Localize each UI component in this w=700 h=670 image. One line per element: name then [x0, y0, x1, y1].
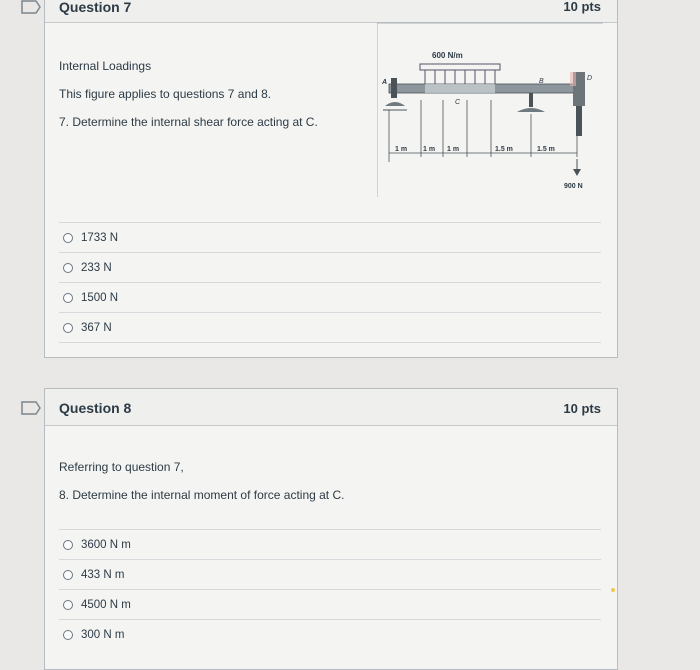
question-8-points: 10 pts [563, 401, 601, 416]
answer-label: 300 N m [81, 628, 125, 641]
force-label: 900 N [564, 183, 583, 190]
radio-button[interactable] [63, 233, 73, 243]
radio-button[interactable] [63, 630, 73, 640]
answer-label: 233 N [81, 261, 112, 274]
answer-option[interactable] [59, 282, 601, 312]
dim-label: 1 m [395, 146, 408, 153]
answer-option[interactable] [59, 589, 601, 619]
point-a-label: A [382, 79, 388, 86]
answer-label: 4500 N m [81, 598, 131, 611]
question-intro: This figure applies to questions 7 and 8. [59, 87, 272, 101]
flag-question-icon[interactable] [20, 401, 42, 415]
marker-dot [611, 588, 615, 592]
question-prompt: 7. Determine the internal shear force acting at C. [59, 115, 318, 129]
answer-option[interactable] [59, 619, 601, 649]
radio-button[interactable] [63, 570, 73, 580]
point-c-label: C [455, 99, 461, 106]
point-d-label: D [587, 75, 593, 82]
question-8-card [44, 388, 618, 670]
dim-label: 1.5 m [495, 146, 513, 153]
answer-label: 433 N m [81, 568, 125, 581]
radio-button[interactable] [63, 323, 73, 333]
question-7-title: Question 7 [59, 0, 132, 15]
answer-label: 1733 N [81, 231, 119, 244]
question-8-header [45, 389, 617, 426]
question-7-points: 10 pts [563, 0, 601, 14]
answer-option[interactable] [59, 252, 601, 282]
answer-option[interactable] [59, 559, 601, 589]
answer-label: 1500 N [81, 291, 119, 304]
dim-label: 1 m [447, 146, 460, 153]
answer-label: 367 N [81, 321, 112, 334]
question-heading: Internal Loadings [59, 59, 152, 73]
question-8-title: Question 8 [59, 400, 132, 416]
question-prompt: 8. Determine the internal moment of force acting at C. [59, 488, 345, 502]
answer-option[interactable] [59, 312, 601, 343]
radio-button[interactable] [63, 600, 73, 610]
answer-option[interactable] [59, 222, 601, 252]
answer-label: 3600 N m [81, 538, 131, 551]
flag-question-icon[interactable] [20, 0, 42, 14]
question-7-header [45, 0, 617, 23]
load-label: 600 N/m [432, 51, 463, 60]
question-7-card [44, 0, 618, 358]
beam-figure [377, 22, 603, 197]
radio-button[interactable] [63, 293, 73, 303]
answer-list [59, 529, 601, 649]
answer-option[interactable] [59, 529, 601, 559]
dim-label: 1 m [423, 146, 436, 153]
dim-label: 1.5 m [537, 146, 555, 153]
question-intro: Referring to question 7, [59, 460, 184, 474]
radio-button[interactable] [63, 263, 73, 273]
point-b-label: B [539, 78, 544, 85]
radio-button[interactable] [63, 540, 73, 550]
answer-list [59, 222, 601, 343]
